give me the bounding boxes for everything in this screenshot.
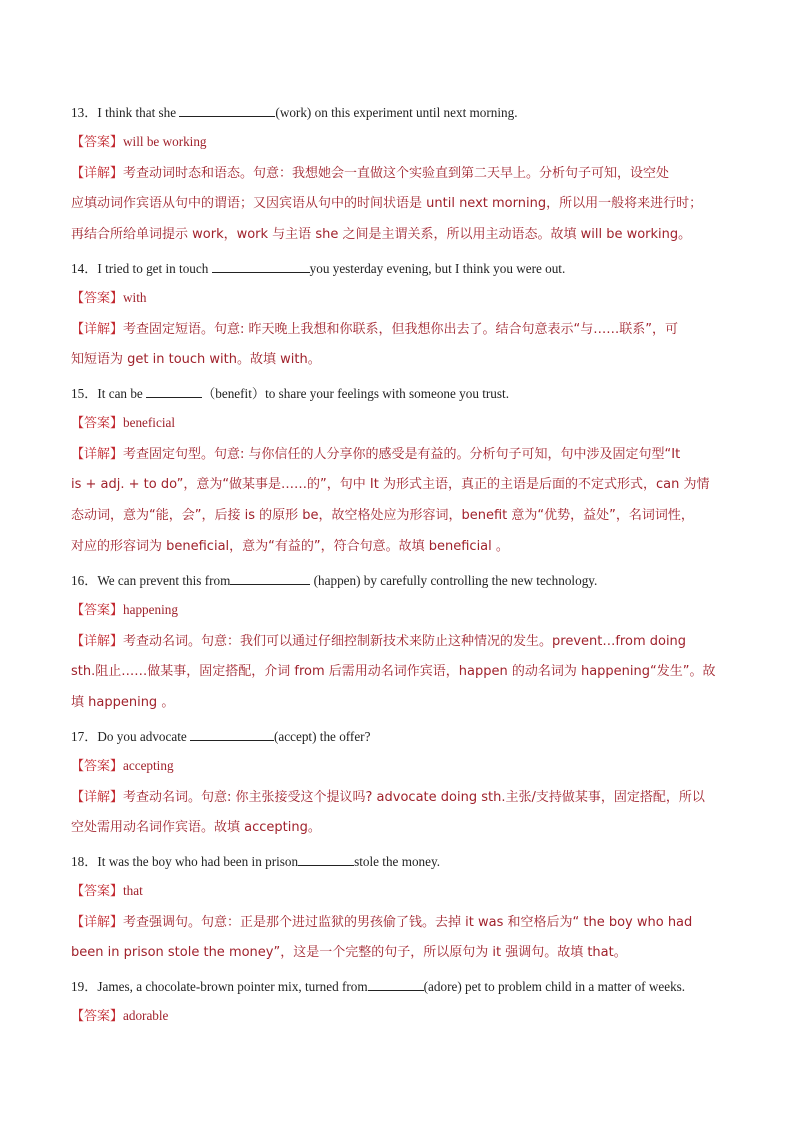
question-text: (happen) by carefully controlling the new technology. — [310, 573, 598, 588]
detail-15-line-4: 对应的形容词为 beneficial，意为“有益的”，符合句意。故填 beneficial 。 — [71, 539, 509, 554]
question-text: (adore) pet to problem child in a matter of weeks. — [423, 979, 686, 994]
answer-label: 【答案】 — [71, 1009, 124, 1024]
detail-16-line-1 — [71, 632, 727, 651]
question-17 — [71, 726, 727, 746]
detail-16-line-3: 填 happening 。 — [71, 695, 175, 710]
detail-13-line-1 — [71, 164, 727, 183]
detail-label: 【详解】 — [71, 166, 124, 181]
question-text: 14．I tried to get in touch — [71, 261, 212, 276]
detail-17-line-1 — [71, 788, 727, 807]
question-text: 13．I think that she — [71, 105, 180, 120]
detail-18-line-2: been in prison stole the money”，这是一个完整的句子，所以原句为 it 强调句。故填 that。 — [71, 945, 627, 960]
answer-label: 【答案】 — [71, 416, 124, 431]
answer-text: will be working — [123, 134, 207, 149]
answer-label: 【答案】 — [71, 135, 124, 150]
answer-text: adorable — [123, 1008, 169, 1023]
detail-text: 考查动词时态和语态。句意：我想她会一直做这个实验直到第二天早上。分析句子可知，设空处 — [123, 166, 670, 181]
answer-15 — [71, 414, 727, 433]
answer-14 — [71, 289, 727, 308]
detail-17-line-2: 空处需用动名词作宾语。故填 accepting。 — [71, 820, 321, 835]
detail-text: 考查固定短语。句意: 昨天晚上我想和你联系，但我想你出去了。结合句意表示“与……联系”，可 — [123, 322, 678, 337]
answer-blank — [212, 258, 310, 273]
answer-label: 【答案】 — [71, 884, 124, 899]
question-16 — [71, 570, 727, 590]
question-text: (work) on this experiment until next morning. — [275, 105, 518, 120]
question-15 — [71, 383, 727, 403]
detail-14-line-1 — [71, 320, 727, 339]
detail-label: 【详解】 — [71, 790, 124, 805]
answer-18 — [71, 882, 727, 901]
detail-label: 【详解】 — [71, 322, 124, 337]
question-text: stole the money. — [354, 854, 441, 869]
answer-text: beneficial — [123, 415, 175, 430]
answer-text: that — [123, 883, 143, 898]
detail-18-line-1 — [71, 913, 727, 932]
question-text: 15．It can be — [71, 386, 147, 401]
answer-text: happening — [123, 602, 178, 617]
answer-blank — [146, 383, 202, 398]
question-text: you yesterday evening, but I think you were out. — [309, 261, 566, 276]
answer-13 — [71, 133, 727, 152]
detail-label: 【详解】 — [71, 915, 124, 930]
answer-17 — [71, 757, 727, 776]
detail-label: 【详解】 — [71, 634, 124, 649]
question-text: 16．We can prevent this from — [71, 573, 231, 588]
question-14 — [71, 258, 727, 278]
question-text: 19．James, a chocolate-brown pointer mix, turned from — [71, 979, 368, 994]
detail-16-line-2: sth.阻止……做某事，固定搭配，介词 from 后需用动名词作宾语，happen 的动名词为 happening“发生”。故 — [71, 664, 716, 679]
detail-text: 考查动名词。句意: 你主张接受这个提议吗? advocate doing sth.主张/支持做某事，固定搭配，所以 — [123, 790, 705, 805]
answer-19 — [71, 1007, 727, 1026]
answer-blank — [179, 102, 275, 117]
answer-label: 【答案】 — [71, 603, 124, 618]
answer-blank — [190, 726, 274, 741]
question-text: (accept) the offer? — [274, 729, 371, 744]
detail-13-line-3: 再结合所给单词提示 work，work 与主语 she 之间是主谓关系，所以用主动语态。故填 will be working。 — [71, 227, 692, 242]
answer-blank — [368, 976, 424, 991]
detail-text: 考查固定句型。句意: 与你信任的人分享你的感受是有益的。分析句子可知，句中涉及固定句型“It — [123, 447, 681, 462]
detail-text: 考查动名词。句意：我们可以通过仔细控制新技术来防止这种情况的发生。prevent…from doing — [123, 634, 687, 649]
question-text: （benefit）to share your feelings with someone you trust. — [202, 386, 509, 401]
answer-label: 【答案】 — [71, 759, 124, 774]
answer-label: 【答案】 — [71, 291, 124, 306]
question-text: 18．It was the boy who had been in prison — [71, 854, 299, 869]
detail-text: 考查强调句。句意：正是那个进过监狱的男孩偷了钱。去掉 it was 和空格后为“ the boy who had — [123, 915, 693, 930]
detail-14-line-2: 知短语为 get in touch with。故填 with。 — [71, 352, 321, 367]
question-13 — [71, 102, 727, 122]
detail-15-line-2: is + adj. + to do”，意为“做某事是……的”，句中 It 为形式主语，真正的主语是后面的不定式形式，can 为情 — [71, 477, 710, 492]
answer-16 — [71, 601, 727, 620]
answer-blank — [230, 570, 310, 585]
answer-blank — [298, 851, 354, 866]
answer-text: with — [123, 290, 147, 305]
answer-text: accepting — [123, 758, 174, 773]
detail-15-line-3: 态动词，意为“能，会”，后接 is 的原形 be，故空格处应为形容词，benefit 意为“优势，益处”，名词词性， — [71, 508, 694, 523]
detail-label: 【详解】 — [71, 447, 124, 462]
detail-15-line-1 — [71, 445, 727, 464]
question-18 — [71, 851, 727, 871]
question-text: 17．Do you advocate — [71, 729, 191, 744]
question-19 — [71, 976, 727, 996]
detail-13-line-2: 应填动词作宾语从句中的谓语；又因宾语从句中的时间状语是 until next morning，所以用一般将来进行时； — [71, 196, 703, 211]
